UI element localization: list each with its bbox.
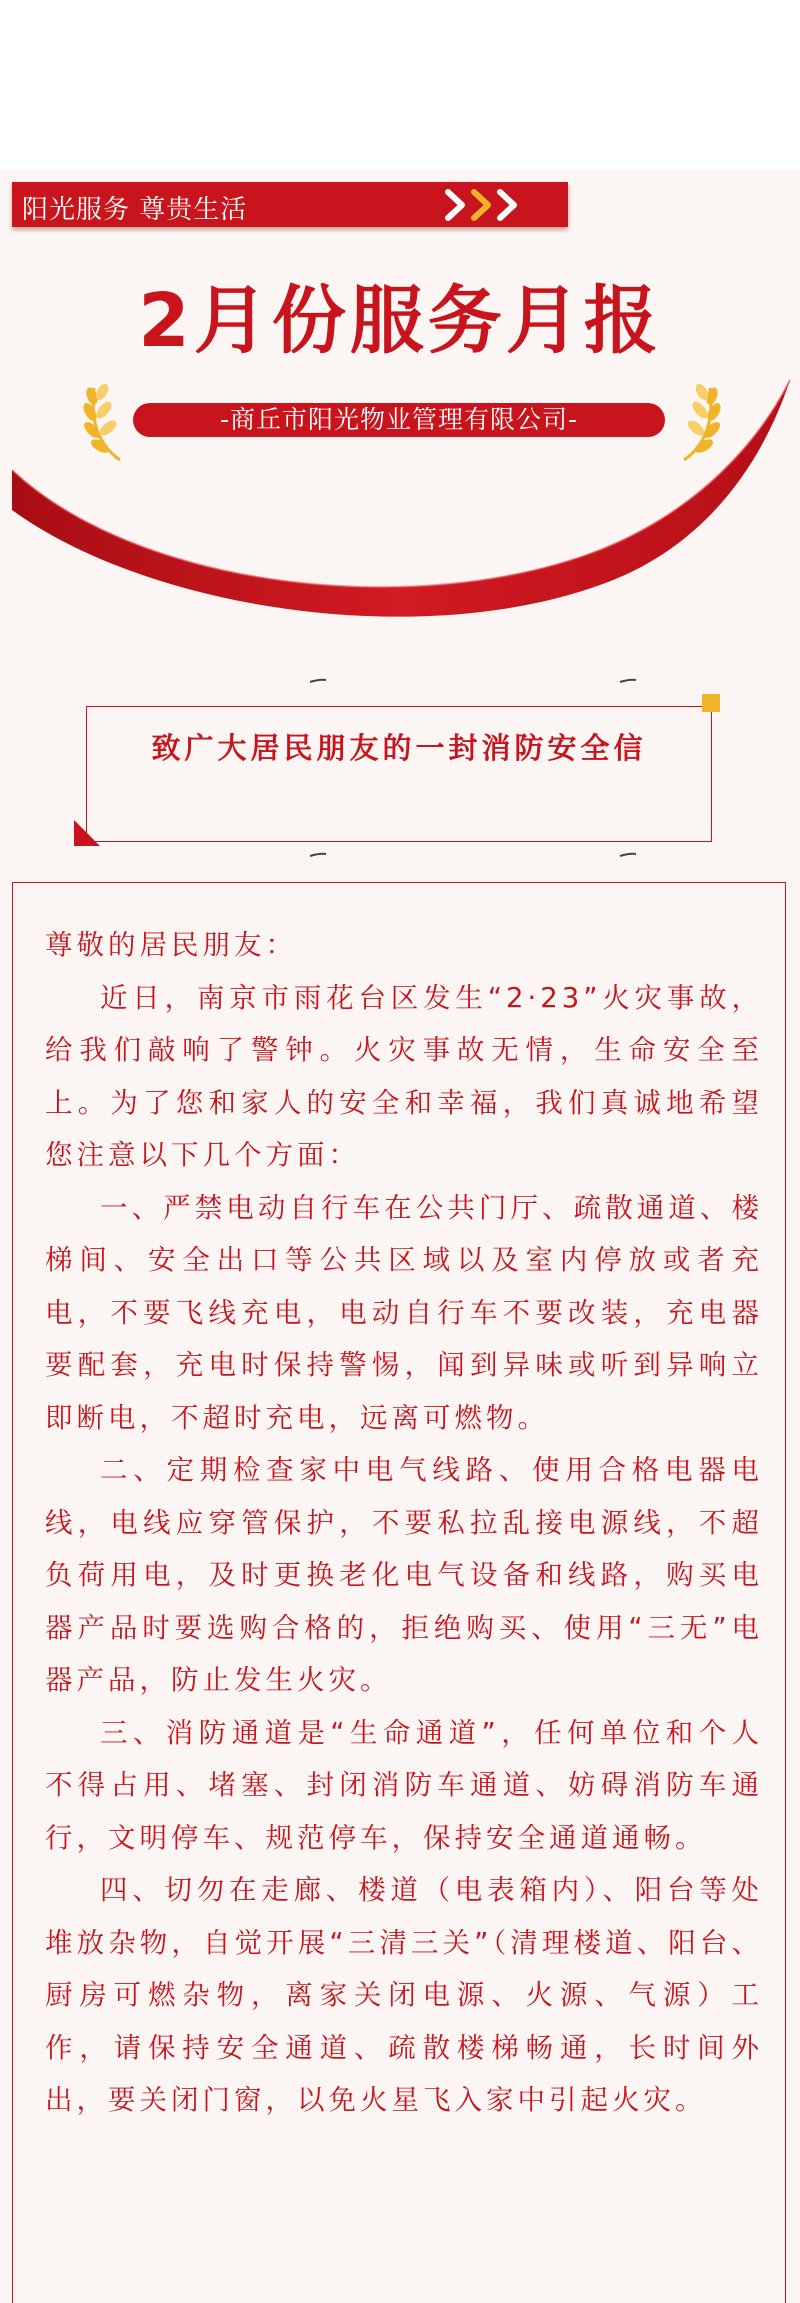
paragraph-item-1: 一、严禁电动自行车在公共门厅、疏散通道、楼梯间、安全出口等公共区域以及室内停放或者充电，不要飞线充电，电动自行车不要改装，充电器要配套，充电时保持警惕，闻到异味或听到异响立即断电，不超时充电，远离可燃物。 [45,1191,763,1434]
paragraph-intro: 近日，南京市雨花台区发生“2·23”火灾事故，给我们敲响了警钟。火灾事故无情，生命安全至上。为了您和家人的安全和幸福，我们真诚地希望您注意以下几个方面： [45,981,763,1171]
paragraph-item-4: 四、切勿在走廊、楼道（电表箱内）、阳台等处堆放杂物，自觉开展“三清三关”（清理楼道、阳台、厨房可燃杂物，离家关闭电源、火源、气源）工作，请保持安全通道、疏散楼梯畅通，长时间外出，要关闭门窗，以免火星飞入家中引起火灾。 [45,1874,763,2116]
corner-triangle-decoration [74,820,100,846]
top-blank-area [0,0,800,170]
letter-content-box [12,882,786,2303]
slogan-text: 阳光服务 尊贵生活 [22,195,248,225]
gold-square-decoration [702,694,720,712]
greeting: 尊敬的居民朋友： [45,929,297,961]
letter-body [45,919,763,2127]
slogan-banner [12,182,568,227]
company-name-pill: -商丘市阳光物业管理有限公司- [133,403,665,437]
red-swoosh-decoration [0,360,800,620]
triple-chevron-right-icon [442,188,532,222]
paragraph-item-2: 二、定期检查家中电气线路、使用合格电器电线，电线应穿管保护，不要私拉乱接电源线，不超负荷用电，及时更换老化电气设备和线路，购买电器产品时要选购合格的，拒绝购买、使用“三无”电器产品，防止发生火灾。 [45,1454,763,1696]
letter-title-box [86,706,712,842]
report-title: 2月份服务月报 [138,278,662,364]
paragraph-item-3: 三、消防通道是“生命通道”，任何单位和个人不得占用、堵塞、封闭消防车通道、妨碍消防车通行，文明停车、规范停车，保持安全通道通畅。 [45,1716,763,1854]
letter-title: 致广大居民朋友的一封消防安全信 [151,731,647,765]
